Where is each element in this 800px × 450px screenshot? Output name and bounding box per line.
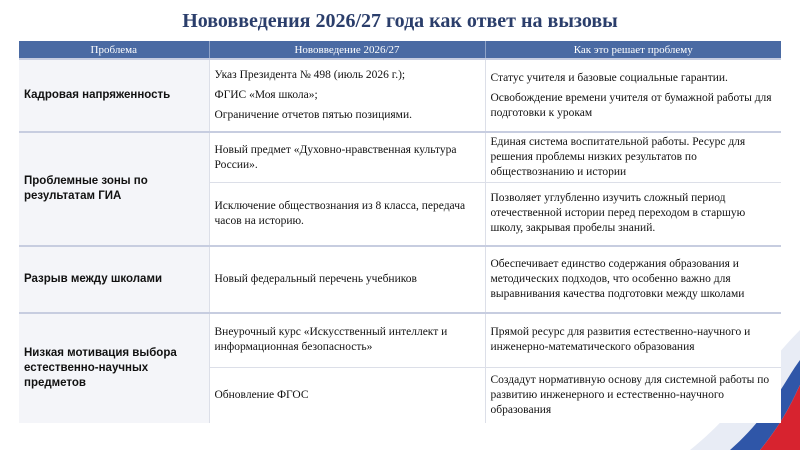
innovation-line: Новый предмет «Духовно-нравственная культура России». [214,143,457,171]
header-solution: Как это решает проблему [485,41,781,59]
problem-cell: Кадровая напряженность [19,59,209,132]
header-innovation: Нововведение 2026/27 [209,41,485,59]
solution-line: Статус учителя и базовые социальные гарантии. [490,71,728,84]
innovation-cell [209,246,485,313]
solution-cell [485,313,781,368]
innovation-line: Внеурочный курс «Искусственный интеллект и информационная безопасность» [214,326,448,354]
solution-line: Обеспечивает единство содержания образования и методических подходов, что особенно важно для выравнивания качества подготовки между школами [490,257,745,300]
solution-line: Освобождение времени учителя от бумажной работы для подготовки к урокам [490,91,772,119]
solution-cell [485,246,781,313]
solution-cell [485,183,781,246]
slide-title: Нововведения 2026/27 года как ответ на вызовы [182,10,618,32]
innovation-cell [209,59,485,132]
table-header-row [19,41,781,59]
innovation-line: Обновление ФГОС [214,388,309,401]
problem-cell: Низкая мотивация выбора естественно-научных предметов [19,313,209,423]
innovation-cell [209,132,485,183]
header-problem: Проблема [19,41,209,59]
innovation-line: Новый федеральный перечень учебников [214,272,417,285]
solution-cell [485,368,781,423]
innovation-line: Ограничение отчетов пятью позициями. [214,109,412,121]
innovations-table [19,41,781,423]
table-row [19,313,781,368]
solution-line: Создадут нормативную основу для системной работы по развитию инженерного и естественно-научного образования [490,373,770,416]
innovation-line: ФГИС «Моя школа»; [214,89,318,101]
solution-cell [485,59,781,132]
innovation-cell [209,368,485,423]
innovation-cell [209,183,485,246]
problem-cell: Разрыв между школами [19,246,209,313]
innovation-cell [209,313,485,368]
solution-line: Позволяет углубленно изучить сложный период отечественной истории перед переходом в старшую школу, закрывая пробелы знаний. [490,192,746,235]
table-row [19,132,781,183]
solution-line: Единая система воспитательной работы. Ресурс для решения проблемы низких результатов по обществознанию и истории [490,136,746,178]
solution-line: Прямой ресурс для развития естественно-научного и инженерно-математического образования [490,326,751,354]
problem-cell: Проблемные зоны по результатам ГИА [19,132,209,246]
table-row [19,246,781,313]
innovation-line: Исключение обществознания из 8 класса, передача часов на историю. [214,199,466,227]
innovation-line: Указ Президента № 498 (июль 2026 г.); [214,69,406,81]
solution-cell [485,132,781,183]
table-row [19,59,781,132]
